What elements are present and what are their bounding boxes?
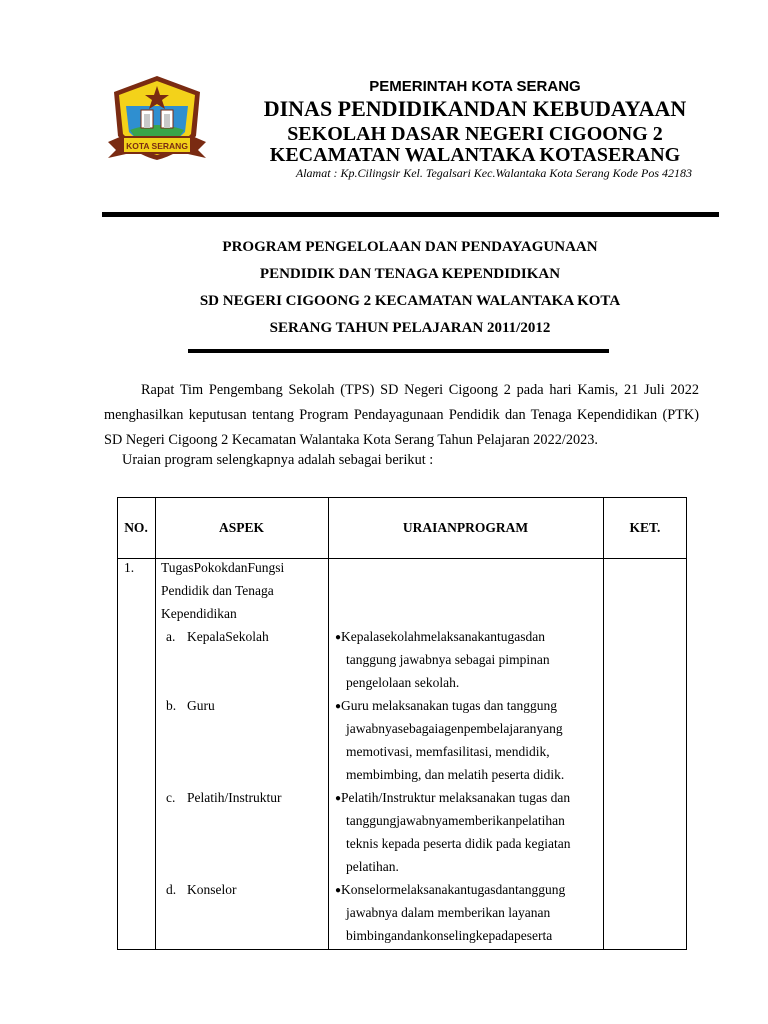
program-item-c-line-1: ●Pelatih/Instruktur melaksanakan tugas dan — [335, 790, 571, 805]
item-letter-a: a. — [166, 629, 176, 644]
table-column-divider — [155, 497, 156, 950]
city-emblem-logo — [108, 74, 206, 166]
table-column-divider — [603, 497, 604, 950]
program-item-b-line-2: jawabnyasebagaiagenpembelajaranyang — [346, 721, 563, 736]
item-letter-c: c. — [166, 790, 176, 805]
intro-paragraph — [104, 378, 699, 453]
bullet-icon: ● — [335, 701, 342, 712]
program-item-d-line-1: ●Konselormelaksanakantugasdantanggung — [335, 882, 566, 897]
intro-paragraph-text: Rapat Tim Pengembang Sekolah (TPS) SD Negeri Cigoong 2 pada hari Kamis, 21 Juli 2022 menghasilkan keputusan tentang Program Pendayagunaan Pendidik dan Tenaga Kependidikan (PTK) SD Negeri Cigoong 2 Kecamatan Walantaka Kota Serang Tahun Pelajaran 2022/2023. — [104, 382, 699, 448]
table-column-divider — [328, 497, 329, 950]
program-item-c-line-2: tanggungjawabnyamemberikanpelatihan — [346, 813, 565, 828]
aspect-title-line-2: Pendidik dan Tenaga — [161, 583, 274, 598]
document-title-line-3: SD NEGERI CIGOONG 2 KECAMATAN WALANTAKA KOTA — [199, 293, 621, 309]
column-header-aspek: ASPEK — [218, 520, 264, 535]
document-title-line-4: SERANG TAHUN PELAJARAN 2011/2012 — [269, 320, 551, 336]
column-header-no: NO. — [124, 520, 148, 535]
title-underline — [188, 349, 609, 353]
program-item-a-line-3: pengelolaan sekolah. — [346, 675, 460, 690]
bullet-icon: ● — [335, 793, 342, 804]
program-intro: Uraian program selengkapnya adalah sebagai berikut : — [122, 452, 434, 468]
item-label-guru: Guru — [187, 698, 215, 713]
item-label-konselor: Konselor — [187, 882, 237, 897]
program-item-d-line-2: jawabnya dalam memberikan layanan — [346, 905, 551, 920]
document-title-line-2: PENDIDIK DAN TENAGA KEPENDIDIKAN — [259, 266, 561, 282]
aspect-title-line-1: TugasPokokdanFungsi — [161, 560, 285, 575]
bullet-icon: ● — [335, 632, 342, 643]
column-header-uraian: URAIANPROGRAM — [402, 520, 529, 535]
school-name: SEKOLAH DASAR NEGERI CIGOONG 2 — [287, 123, 663, 145]
row-number: 1. — [124, 560, 135, 575]
letterhead-divider — [102, 212, 719, 217]
program-item-d-line-3: bimbingandankonselingkepadapeserta — [346, 928, 553, 943]
program-item-c-line-4: pelatihan. — [346, 859, 399, 874]
document-title-line-1: PROGRAM PENGELOLAAN DAN PENDAYAGUNAAN — [222, 239, 598, 255]
program-item-c-line-3: teknis kepada peserta didik pada kegiatan — [346, 836, 571, 851]
agency-name: DINAS PENDIDIKANDAN KEBUDAYAAN — [263, 96, 687, 121]
program-item-b-line-4: membimbing, dan melatih peserta didik. — [346, 767, 565, 782]
program-item-b-line-3: memotivasi, memfasilitasi, mendidik, — [346, 744, 550, 759]
aspect-title-line-3: Kependidikan — [161, 606, 237, 621]
government-name: PEMERINTAH KOTA SERANG — [369, 78, 581, 95]
bullet-icon: ● — [335, 885, 342, 896]
item-label-kepala-sekolah: KepalaSekolah — [187, 629, 269, 644]
column-header-ket: KET. — [629, 520, 661, 535]
item-letter-d: d. — [166, 882, 177, 897]
program-item-a-line-2: tanggung jawabnya sebagai pimpinan — [346, 652, 550, 667]
program-item-b-line-1: ●Guru melaksanakan tugas dan tanggung — [335, 698, 557, 713]
item-label-pelatih: Pelatih/Instruktur — [187, 790, 282, 805]
school-address: Alamat : Kp.Cilingsir Kel. Tegalsari Kec.Walantaka Kota Serang Kode Pos 42183 — [295, 166, 692, 180]
logo-text: KOTA SERANG — [126, 141, 188, 151]
program-item-a-line-1: ●Kepalasekolahmelaksanakantugasdan — [335, 629, 545, 644]
item-letter-b: b. — [166, 698, 177, 713]
district-name: KECAMATAN WALANTAKA KOTASERANG — [269, 144, 681, 166]
